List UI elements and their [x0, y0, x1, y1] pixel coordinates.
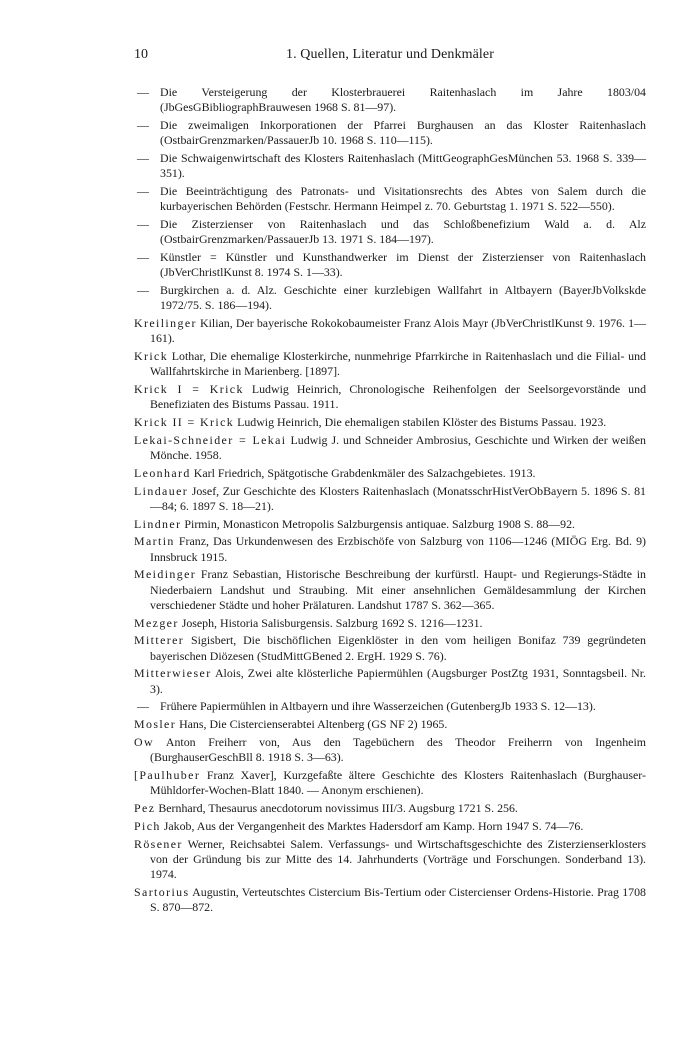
entry-text: Pirmin, Monasticon Metropolis Salzburgensis antiquae. Salzburg 1908 S. 88—92.: [181, 516, 576, 531]
continuation-dash: —: [137, 217, 149, 231]
entry-text: Die Beeinträchtigung des Patronats- und Visitationsrechts des Abtes von Salem durch die kurbayerischen Behörden (Festschr. Hermann Heimpel z. 70. Geburtstag 1. 1971 S. 522—550).: [160, 184, 646, 214]
bibliography-entry: [134, 466, 646, 481]
entry-text: Die Schwaigenwirtschaft des Klosters Raitenhaslach (MittGeographGesMünchen 53. 1968 S. 339—351).: [160, 151, 646, 181]
entry-text: Lothar, Die ehemalige Klosterkirche, nunmehrige Pfarrkirche in Raitenhaslach und die Filial- und Wallfahrtskirche in Marienberg. [1897].: [150, 349, 646, 379]
entry-text: Die zweimaligen Inkorporationen der Pfarrei Burghausen an das Kloster Raitenhaslach (OstbairGrenzmarken/PassauerJb 10. 1968 S. 110—115).: [160, 118, 646, 148]
bibliography-entry: [134, 567, 646, 613]
bibliography-subentry: [134, 85, 646, 115]
continuation-dash: —: [137, 283, 149, 297]
entry-text: Franz Sebastian, Historische Beschreibung der kurfürstl. Haupt- und Regierungs-Städte in Niederbaiern Landshut und Straubing. Mit einer ansehnlichen Gemäldesammlung der Kirchen verschiedener Städte und hoher Prälaturen. Landshut 1787 S. 362—365.: [150, 567, 646, 612]
entry-text: Franz, Das Urkundenwesen des Erzbischöfe von Salzburg von 1106—1246 (MIÖG Erg. Bd. 9) Innsbruck 1915.: [150, 534, 646, 564]
bibliography-entry: [134, 885, 646, 915]
entry-text: Anton Freiherr von, Aus den Tagebüchern des Theodor Freiherrn von Ingenheim (BurghauserGeschBll 8. 1918 S. 3—63).: [150, 734, 646, 765]
bibliography-entry: [134, 534, 646, 564]
entry-author: Lindauer: [134, 483, 189, 498]
bibliography-subentry: [134, 283, 646, 313]
entry-author: Mitterer: [134, 633, 185, 648]
bibliography-entry: [134, 517, 646, 532]
entry-text: Ludwig Heinrich, Die ehemaligen stabilen Klöster des Bistums Passau. 1923.: [234, 415, 607, 429]
bibliography-subentry: [134, 151, 646, 181]
bibliography-entry: [134, 316, 646, 346]
entry-author: Mitterwieser: [134, 666, 212, 681]
bibliography-entry: [134, 484, 646, 514]
entry-text: Alois, Zwei alte klösterliche Papiermühlen (Augsburger PostZtg 1931, Sonntagsbeil. Nr. 3).: [150, 666, 646, 696]
entry-author: Krick: [134, 349, 169, 363]
bibliography-subentry: [134, 250, 646, 280]
page-header: [134, 47, 646, 69]
entry-text: Die Zisterzienser von Raitenhaslach und das Schloßbenefizium Wald a. d. Alz (OstbairGrenzmarken/PassauerJb 13. 1971 S. 184—197).: [160, 217, 646, 247]
entry-text: Karl Friedrich, Spätgotische Grabdenkmäler des Salzachgebietes. 1913.: [190, 465, 536, 480]
entry-text: Ludwig J. und Schneider Ambrosius, Geschichte und Wirken der weißen Mönche. 1958.: [150, 432, 646, 462]
bibliography-entry: [134, 349, 646, 379]
continuation-dash: —: [137, 118, 149, 132]
entry-author: Meidinger: [134, 567, 197, 582]
entry-text: Hans, Die Cistercienserabtei Altenberg (GS NF 2) 1965.: [176, 717, 448, 732]
bibliography-entry: [134, 616, 646, 631]
bibliography-entry: [134, 717, 646, 732]
entry-text: Frühere Papiermühlen in Altbayern und ihre Wasserzeichen (GutenbergJb 1933 S. 12—13).: [160, 699, 596, 714]
bibliography-subentry: [134, 118, 646, 148]
entry-author: Rösener: [134, 836, 183, 851]
entry-text: Die Versteigerung der Klosterbrauerei Raitenhaslach im Jahre 1803/04 (JbGesGBibliographBrauwesen 1968 S. 81—97).: [160, 85, 646, 115]
entry-author: Mosler: [134, 717, 177, 732]
bibliography-entry: [134, 666, 646, 696]
entry-text: Jakob, Aus der Vergangenheit des Marktes Hadersdorf am Kamp. Horn 1947 S. 74—76.: [160, 818, 584, 833]
entry-author: Sartorius: [134, 884, 190, 899]
entry-author: Lekai-Schneider = Lekai: [134, 432, 287, 447]
entry-text: Josef, Zur Geschichte des Klosters Raitenhaslach (MonatsschrHistVerObBayern 5. 1896 S. 81—84; 6. 1897 S. 18—21).: [150, 483, 646, 513]
entry-text: Franz Xaver], Kurzgefaßte ältere Geschichte des Klosters Raitenhaslach (Burghauser-Mühldorfer-Wochen-Blatt 1840. — Anonym erschienen).: [150, 767, 646, 798]
entry-author: [Paulhuber: [134, 767, 201, 782]
entry-author: Leonhard: [134, 465, 191, 480]
entry-author: Krick I = Krick: [134, 382, 244, 396]
entry-author: Pez: [134, 800, 156, 815]
entry-author: Ow: [134, 734, 154, 749]
entry-author: Pich: [134, 818, 161, 833]
bibliography-entry: [134, 633, 646, 663]
continuation-dash: —: [137, 151, 149, 165]
continuation-dash: —: [137, 184, 149, 198]
entry-text: Künstler = Künstler und Kunsthandwerker im Dienst der Zisterzienser von Raitenhaslach (JbVerChristlKunst 8. 1974 S. 1—33).: [160, 250, 646, 280]
running-title: 1. Quellen, Literatur und Denkmäler: [286, 47, 494, 62]
entry-author: Krick II = Krick: [134, 415, 235, 429]
bibliography-entry: [134, 819, 646, 834]
entry-text: Ludwig Heinrich, Chronologische Reihenfolgen der Seelsorgevorstände und Benefiziaten des Bistums Passau. 1911.: [150, 382, 647, 412]
entry-author: Mezger: [134, 615, 179, 630]
bibliography-entry: [134, 415, 646, 430]
entry-text: Bernhard, Thesaurus anecdotorum novissimus III/3. Augsburg 1721 S. 256.: [155, 800, 518, 815]
continuation-dash: —: [137, 85, 149, 99]
bibliography-entry: [134, 768, 646, 798]
bibliography-entry: [134, 801, 646, 816]
entry-text: Burgkirchen a. d. Alz. Geschichte einer kurzlebigen Wallfahrt in Altbayern (BayerJbVolkskde 1972/75. S. 186—194).: [160, 283, 646, 313]
entry-text: Joseph, Historia Salisburgensis. Salzburg 1692 S. 1216—1231.: [178, 615, 483, 630]
bibliography-entry: [134, 433, 646, 463]
bibliography-subentry: [134, 217, 646, 247]
entry-author: Martin: [134, 534, 175, 549]
continuation-dash: —: [137, 250, 149, 264]
bibliography-entry: [134, 382, 646, 412]
bibliography-subentry: [134, 699, 646, 714]
bibliography-entry: [134, 735, 646, 765]
entry-text: Sigisbert, Die bischöflichen Eigenklöster in den vom heiligen Bonifaz 739 gegründeten bayerischen Diözesen (StudMittGBened 2. ErgH. 1929 S. 76).: [150, 633, 646, 663]
entry-text: Augustin, Verteutschtes Cistercium Bis-Tertium oder Cistercienser Ordens-Historie. Prag 1708 S. 870—872.: [150, 884, 646, 914]
entry-author: Lindner: [134, 516, 182, 531]
entry-text: Werner, Reichsabtei Salem. Verfassungs- und Wirtschaftsgeschichte des Zisterzienserklosters von der Gründung bis zur Mitte des 14. Jahrhunderts (Vorträge und Forschungen. Sonderband 13). 1974.: [150, 836, 646, 881]
entry-author: Kreilinger: [134, 316, 197, 330]
page-number: 10: [134, 47, 148, 62]
bibliography-entry: [134, 837, 646, 883]
bibliography-subentry: [134, 184, 646, 214]
bibliography-list: [134, 85, 646, 918]
continuation-dash: —: [137, 699, 149, 714]
entry-text: Kilian, Der bayerische Rokokobaumeister Franz Alois Mayr (JbVerChristlKunst 9. 1976. 1—161).: [150, 316, 646, 346]
